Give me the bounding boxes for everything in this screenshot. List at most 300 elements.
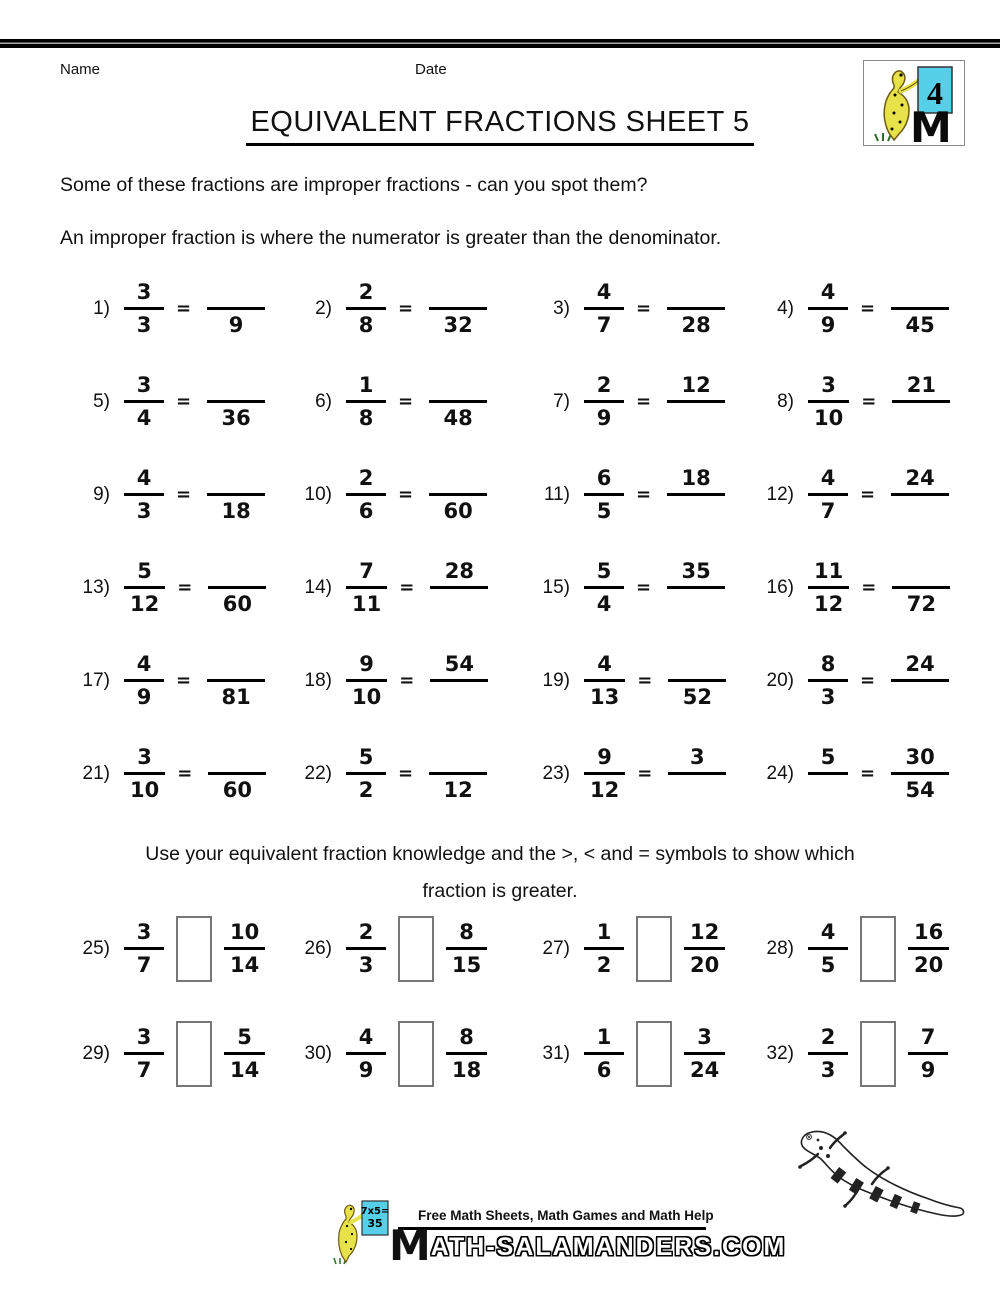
equivalence-problem: [742, 556, 968, 619]
fraction-denominator: 3: [820, 1057, 836, 1082]
equivalence-problem: [742, 649, 968, 712]
brand-badge: [863, 60, 965, 146]
right-fraction: [224, 1022, 265, 1085]
given-fraction: [124, 742, 165, 805]
equivalence-problem: [518, 649, 742, 712]
answer-fraction: [667, 556, 725, 619]
logo-card-line-1: 7x5=: [360, 1206, 390, 1217]
given-fraction: [584, 463, 624, 526]
answer-fraction: [207, 277, 265, 340]
given-fraction: [124, 370, 164, 433]
left-fraction: [346, 917, 386, 980]
equals-sign: =: [177, 577, 193, 598]
fraction-numerator: 1: [596, 920, 612, 945]
fraction-numerator: 4: [597, 652, 612, 677]
fraction-numerator: 3: [136, 373, 152, 398]
equals-sign: =: [399, 577, 415, 598]
answer-denominator: 32: [443, 312, 473, 337]
problem-number: 20): [766, 669, 794, 691]
answer-denominator: 18: [221, 498, 251, 523]
fraction-denominator: 13: [590, 684, 620, 709]
fraction-denominator: 18: [452, 1057, 482, 1082]
salamander-badge-icon: [864, 61, 964, 145]
fraction-denominator: 9: [596, 405, 612, 430]
fraction-denominator: 10: [814, 405, 844, 430]
right-fraction: [446, 1022, 487, 1085]
left-fraction: [346, 1022, 386, 1085]
answer-numerator[interactable]: [914, 277, 926, 307]
equals-sign: =: [176, 670, 192, 691]
fraction-denominator: 8: [358, 312, 374, 337]
answer-denominator[interactable]: [690, 496, 702, 526]
equivalence-problem: [742, 370, 968, 433]
problem-number: 5): [93, 390, 110, 412]
name-label: Name: [60, 61, 101, 78]
site-wordmark: [389, 1221, 787, 1270]
right-fraction: [684, 917, 725, 980]
answer-fraction: [668, 742, 726, 805]
comparison-problem: [280, 1021, 518, 1087]
answer-numerator: 21: [906, 373, 936, 398]
fraction-numerator: 9: [359, 652, 374, 677]
given-fraction: [124, 649, 164, 712]
problem-number: 30): [304, 1042, 332, 1064]
problem-number: 19): [542, 669, 570, 691]
answer-numerator[interactable]: [230, 370, 242, 400]
fraction-denominator: 14: [230, 952, 260, 977]
fraction-numerator: 7: [920, 1025, 936, 1050]
fraction-denominator: 11: [352, 591, 382, 616]
answer-denominator: 60: [443, 498, 473, 523]
fraction-denominator: 10: [352, 684, 382, 709]
fraction-numerator: 5: [137, 559, 152, 584]
equivalence-problem: [280, 277, 518, 340]
fraction-numerator: 5: [820, 745, 836, 770]
comparison-answer-box[interactable]: [860, 916, 896, 982]
fraction-denominator: 15: [452, 952, 482, 977]
fraction-denominator: 7: [596, 312, 612, 337]
answer-numerator[interactable]: [452, 463, 464, 493]
comparison-problem: [742, 916, 968, 982]
equivalence-problem: [742, 742, 968, 805]
fraction-numerator: 5: [237, 1025, 252, 1050]
right-fraction: [908, 917, 949, 980]
equivalence-problem: [58, 556, 280, 619]
comparison-grid: [58, 896, 968, 1106]
fraction-numerator: 3: [136, 920, 152, 945]
fraction-numerator: 9: [597, 745, 612, 770]
equivalence-problem: [280, 556, 518, 619]
fraction-denominator: 5: [820, 952, 836, 977]
problem-number: 23): [542, 762, 570, 784]
fraction-numerator: 7: [359, 559, 374, 584]
answer-numerator[interactable]: [691, 649, 703, 679]
left-fraction: [584, 1022, 624, 1085]
given-fraction: [584, 649, 625, 712]
answer-denominator[interactable]: [453, 682, 465, 712]
equivalence-problem: [58, 370, 280, 433]
fraction-numerator: 4: [596, 280, 612, 305]
right-fraction: [224, 917, 265, 980]
problem-number: 16): [766, 576, 794, 598]
problem-number: 21): [82, 762, 110, 784]
fraction-denominator: 2: [358, 777, 374, 802]
equivalence-problem: [518, 463, 742, 526]
comparison-problem: [742, 1021, 968, 1087]
problem-number: 25): [82, 937, 110, 959]
answer-fraction: [207, 463, 265, 526]
fraction-numerator: 3: [821, 373, 836, 398]
answer-denominator: 45: [905, 312, 935, 337]
problem-number: 24): [766, 762, 794, 784]
problem-number: 27): [542, 937, 570, 959]
answer-numerator[interactable]: [230, 277, 242, 307]
answer-numerator[interactable]: [690, 277, 702, 307]
answer-fraction: [208, 742, 266, 805]
fraction-denominator: 7: [136, 1057, 152, 1082]
fraction-denominator: 3: [358, 952, 374, 977]
answer-denominator: 28: [681, 312, 711, 337]
answer-fraction: [430, 649, 488, 712]
fraction-denominator: 4: [136, 405, 152, 430]
fraction-denominator: 24: [690, 1057, 720, 1082]
answer-fraction: [667, 277, 725, 340]
answer-numerator: 24: [905, 466, 935, 491]
given-fraction: [584, 277, 624, 340]
given-fraction: [584, 556, 624, 619]
given-fraction: [124, 463, 164, 526]
equivalence-problem: [58, 463, 280, 526]
answer-denominator: 52: [682, 684, 712, 709]
logo-card-line-2: 35: [367, 1217, 383, 1230]
answer-numerator: 12: [681, 373, 711, 398]
equals-sign: =: [637, 670, 653, 691]
equivalence-problem: [280, 649, 518, 712]
equivalence-problem: [58, 277, 280, 340]
comparison-answer-box[interactable]: [636, 916, 672, 982]
fraction-numerator: 1: [596, 1025, 612, 1050]
answer-denominator[interactable]: [915, 403, 927, 433]
answer-numerator: 28: [444, 559, 474, 584]
site-wordmark-text: ATH-SALAMANDERS.COM: [430, 1233, 787, 1261]
fraction-denominator: 9: [920, 1057, 936, 1082]
fraction-numerator: 3: [136, 280, 152, 305]
given-fraction: [808, 742, 848, 805]
answer-fraction: [891, 649, 949, 712]
given-fraction: [346, 370, 386, 433]
fraction-numerator: 16: [914, 920, 944, 945]
comparison-answer-box[interactable]: [398, 1021, 434, 1087]
fraction-denominator: 4: [596, 591, 612, 616]
given-fraction: [346, 277, 386, 340]
salamander-logo-icon: [328, 1196, 398, 1268]
comparison-answer-box[interactable]: [636, 1021, 672, 1087]
given-fraction: [808, 556, 849, 619]
problem-number: 22): [304, 762, 332, 784]
problem-number: 10): [304, 483, 332, 505]
equivalence-problem: [58, 649, 280, 712]
answer-denominator: 12: [443, 777, 473, 802]
fraction-denominator: 2: [596, 952, 612, 977]
answer-fraction: [207, 370, 265, 433]
fraction-denominator: 3: [136, 498, 152, 523]
answer-numerator: 24: [905, 652, 935, 677]
right-fraction: [684, 1022, 725, 1085]
answer-numerator[interactable]: [452, 277, 464, 307]
equivalence-problem: [518, 742, 742, 805]
given-fraction: [124, 277, 164, 340]
equals-sign: =: [860, 298, 876, 319]
answer-fraction: [430, 556, 488, 619]
fraction-denominator: 14: [230, 1057, 260, 1082]
fraction-denominator: 7: [136, 952, 152, 977]
fraction-numerator: 8: [459, 920, 474, 945]
answer-fraction: [429, 742, 487, 805]
answer-denominator: 72: [906, 591, 936, 616]
equals-sign: =: [398, 484, 414, 505]
fraction-numerator: 3: [136, 1025, 152, 1050]
given-fraction: [808, 370, 849, 433]
answer-denominator: 9: [228, 312, 244, 337]
comparison-answer-box[interactable]: [176, 1021, 212, 1087]
equivalence-problem: [742, 463, 968, 526]
equals-sign: =: [176, 391, 192, 412]
fraction-denominator[interactable]: [822, 775, 834, 805]
answer-fraction: [668, 649, 726, 712]
given-fraction: [124, 556, 165, 619]
fraction-numerator: 4: [820, 920, 836, 945]
equals-sign: =: [398, 298, 414, 319]
equals-sign: =: [636, 298, 652, 319]
equals-sign: =: [636, 484, 652, 505]
given-fraction: [346, 463, 386, 526]
problem-number: 32): [766, 1042, 794, 1064]
answer-numerator: 35: [681, 559, 711, 584]
problem-number: 17): [82, 669, 110, 691]
answer-fraction: [667, 370, 725, 433]
answer-numerator: 54: [444, 652, 474, 677]
problem-number: 7): [553, 390, 570, 412]
fraction-numerator: 11: [814, 559, 844, 584]
answer-fraction: [891, 277, 949, 340]
fraction-numerator: 3: [697, 1025, 712, 1050]
answer-denominator: 36: [221, 405, 251, 430]
answer-denominator: 60: [222, 777, 252, 802]
equivalence-problem: [280, 370, 518, 433]
answer-fraction: [891, 742, 949, 805]
equals-sign: =: [176, 298, 192, 319]
fraction-numerator: 2: [358, 466, 374, 491]
problem-number: 11): [543, 483, 570, 505]
answer-fraction: [891, 463, 949, 526]
answer-fraction: [208, 556, 266, 619]
given-fraction: [584, 370, 624, 433]
fraction-numerator: 2: [596, 373, 612, 398]
equivalence-grid: [58, 262, 968, 820]
fraction-numerator: 2: [820, 1025, 836, 1050]
answer-numerator: 3: [690, 745, 705, 770]
answer-denominator[interactable]: [691, 775, 703, 805]
problem-number: 3): [553, 297, 570, 319]
given-fraction: [584, 742, 625, 805]
comparison-problem: [58, 1021, 280, 1087]
left-fraction: [124, 1022, 164, 1085]
fraction-numerator: 12: [690, 920, 720, 945]
equals-sign: =: [861, 577, 877, 598]
answer-denominator[interactable]: [914, 682, 926, 712]
problem-number: 15): [542, 576, 570, 598]
comparison-answer-box[interactable]: [176, 916, 212, 982]
answer-numerator: 18: [681, 466, 711, 491]
answer-fraction: [667, 463, 725, 526]
given-fraction: [808, 277, 848, 340]
answer-denominator: 54: [905, 777, 935, 802]
intro-line-1: Some of these fractions are improper fractions - can you spot them?: [60, 174, 648, 196]
left-fraction: [808, 1022, 848, 1085]
problem-number: 18): [304, 669, 332, 691]
fraction-denominator: 10: [130, 777, 160, 802]
equivalence-problem: [280, 463, 518, 526]
instruction-line-1: Use your equivalent fraction knowledge and the >, < and = symbols to show which: [145, 843, 855, 865]
fraction-numerator: 5: [596, 559, 612, 584]
fraction-denominator: 9: [820, 312, 836, 337]
equals-sign: =: [176, 484, 192, 505]
answer-denominator[interactable]: [453, 589, 465, 619]
equivalence-problem: [58, 742, 280, 805]
problem-number: 13): [82, 576, 110, 598]
fraction-numerator: 2: [358, 280, 374, 305]
equals-sign: =: [636, 577, 652, 598]
equals-sign: =: [398, 391, 414, 412]
problem-number: 12): [766, 483, 794, 505]
fraction-denominator: 20: [690, 952, 720, 977]
right-fraction: [908, 1022, 948, 1085]
equals-sign: =: [860, 484, 876, 505]
equivalence-problem: [518, 277, 742, 340]
answer-fraction: [429, 463, 487, 526]
answer-denominator: 60: [222, 591, 252, 616]
problem-number: 9): [93, 483, 110, 505]
given-fraction: [346, 556, 387, 619]
site-wordmark-initial: M: [389, 1221, 431, 1270]
problem-number: 29): [82, 1042, 110, 1064]
gecko-icon: [788, 1128, 966, 1223]
answer-numerator[interactable]: [231, 742, 243, 772]
answer-numerator[interactable]: [231, 556, 243, 586]
fraction-denominator: 6: [596, 1057, 612, 1082]
footer-tagline: Free Math Sheets, Math Games and Math Help: [418, 1208, 714, 1223]
fraction-denominator: 12: [130, 591, 160, 616]
answer-denominator: 48: [443, 405, 473, 430]
problem-number: 28): [766, 937, 794, 959]
left-fraction: [584, 917, 624, 980]
comparison-answer-box[interactable]: [860, 1021, 896, 1087]
fraction-numerator: 10: [230, 920, 260, 945]
fraction-denominator: 3: [820, 684, 836, 709]
answer-fraction: [892, 556, 950, 619]
page-title: EQUIVALENT FRACTIONS SHEET 5: [246, 106, 753, 146]
fraction-numerator: 5: [358, 745, 374, 770]
answer-denominator[interactable]: [914, 496, 926, 526]
left-fraction: [808, 917, 848, 980]
fraction-denominator: 9: [136, 684, 152, 709]
fraction-numerator: 4: [358, 1025, 374, 1050]
equals-sign: =: [399, 670, 415, 691]
given-fraction: [808, 649, 848, 712]
fraction-denominator: 20: [914, 952, 944, 977]
equals-sign: =: [398, 763, 414, 784]
comparison-problem: [58, 916, 280, 982]
equals-sign: =: [860, 670, 876, 691]
answer-fraction: [892, 370, 950, 433]
fraction-denominator: 12: [590, 777, 620, 802]
fraction-numerator: 8: [459, 1025, 474, 1050]
answer-denominator: 81: [221, 684, 251, 709]
answer-numerator[interactable]: [452, 742, 464, 772]
answer-denominator[interactable]: [690, 589, 702, 619]
equals-sign: =: [860, 763, 876, 784]
answer-numerator[interactable]: [230, 463, 242, 493]
fraction-numerator: 3: [137, 745, 152, 770]
problem-number: 6): [315, 390, 332, 412]
equals-sign: =: [637, 763, 653, 784]
fraction-denominator: 6: [358, 498, 374, 523]
answer-denominator[interactable]: [690, 403, 702, 433]
answer-fraction: [429, 277, 487, 340]
answer-fraction: [429, 370, 487, 433]
equivalence-problem: [742, 277, 968, 340]
fraction-denominator: 9: [358, 1057, 374, 1082]
given-fraction: [808, 463, 848, 526]
fraction-denominator: 12: [814, 591, 844, 616]
left-fraction: [124, 917, 164, 980]
given-fraction: [346, 649, 387, 712]
instruction-line-2: fraction is greater.: [422, 880, 578, 902]
comparison-problem: [280, 916, 518, 982]
answer-numerator[interactable]: [452, 370, 464, 400]
problem-number: 1): [93, 297, 110, 319]
fraction-numerator: 8: [820, 652, 836, 677]
fraction-numerator: 1: [358, 373, 374, 398]
comparison-problem: [518, 1021, 742, 1087]
answer-fraction: [207, 649, 265, 712]
answer-numerator[interactable]: [230, 649, 242, 679]
fraction-numerator: 4: [820, 280, 836, 305]
fraction-numerator: 4: [136, 652, 152, 677]
fraction-numerator: 2: [358, 920, 374, 945]
fraction-numerator: 4: [820, 466, 836, 491]
date-label: Date: [415, 61, 447, 78]
fraction-denominator: 3: [136, 312, 152, 337]
fraction-numerator: 6: [596, 466, 612, 491]
right-fraction: [446, 917, 487, 980]
answer-numerator[interactable]: [915, 556, 927, 586]
comparison-problem: [518, 916, 742, 982]
top-divider: [0, 39, 1000, 48]
comparison-answer-box[interactable]: [398, 916, 434, 982]
equals-sign: =: [177, 763, 193, 784]
equivalence-problem: [280, 742, 518, 805]
equals-sign: =: [636, 391, 652, 412]
equivalence-problem: [518, 370, 742, 433]
fraction-denominator: 5: [596, 498, 612, 523]
answer-numerator: 30: [905, 745, 935, 770]
problem-number: 26): [304, 937, 332, 959]
problem-number: 4): [777, 297, 794, 319]
equivalence-problem: [518, 556, 742, 619]
svg-text:M: M: [910, 103, 952, 145]
intro-line-2: An improper fraction is where the numerator is greater than the denominator.: [60, 227, 722, 249]
